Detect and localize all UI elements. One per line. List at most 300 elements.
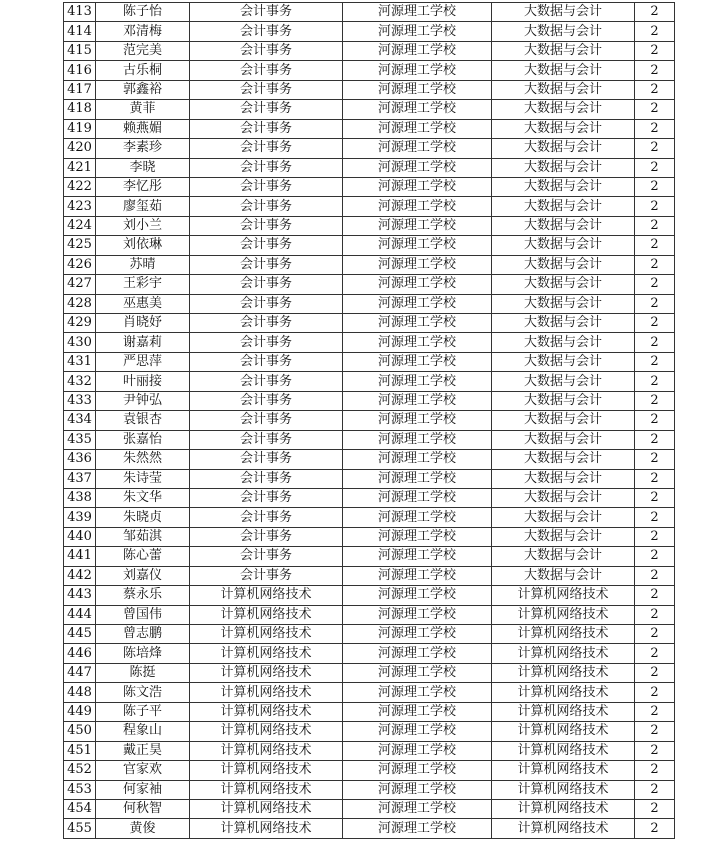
table-row — [64, 761, 675, 780]
count-cell: 2 — [635, 255, 675, 274]
program-cell: 大数据与会计 — [492, 119, 635, 138]
major-cell: 会计事务 — [190, 41, 343, 60]
row-number-cell: 454 — [64, 799, 96, 818]
table-row — [64, 663, 675, 682]
program-cell: 计算机网络技术 — [492, 586, 635, 605]
school-cell: 河源理工学校 — [343, 683, 492, 702]
student-name-cell: 朱文华 — [96, 488, 190, 507]
row-number-cell: 444 — [64, 605, 96, 624]
table-row — [64, 119, 675, 138]
program-cell: 大数据与会计 — [492, 80, 635, 99]
program-cell: 计算机网络技术 — [492, 702, 635, 721]
row-number-cell: 448 — [64, 683, 96, 702]
row-number-cell: 420 — [64, 139, 96, 158]
count-cell: 2 — [635, 41, 675, 60]
school-cell: 河源理工学校 — [343, 527, 492, 546]
program-cell: 大数据与会计 — [492, 275, 635, 294]
program-cell: 大数据与会计 — [492, 197, 635, 216]
school-cell: 河源理工学校 — [343, 255, 492, 274]
program-cell: 计算机网络技术 — [492, 799, 635, 818]
student-name-cell: 李忆彤 — [96, 177, 190, 196]
school-cell: 河源理工学校 — [343, 177, 492, 196]
program-cell: 计算机网络技术 — [492, 741, 635, 760]
count-cell: 2 — [635, 372, 675, 391]
table-row — [64, 314, 675, 333]
major-cell: 会计事务 — [190, 236, 343, 255]
row-number-cell: 443 — [64, 586, 96, 605]
count-cell: 2 — [635, 3, 675, 22]
count-cell: 2 — [635, 683, 675, 702]
count-cell: 2 — [635, 702, 675, 721]
row-number-cell: 428 — [64, 294, 96, 313]
table-row — [64, 80, 675, 99]
row-number-cell: 421 — [64, 158, 96, 177]
student-name-cell: 黄菲 — [96, 100, 190, 119]
program-cell: 大数据与会计 — [492, 469, 635, 488]
table-row — [64, 547, 675, 566]
table-row — [64, 236, 675, 255]
program-cell: 大数据与会计 — [492, 488, 635, 507]
count-cell: 2 — [635, 119, 675, 138]
row-number-cell: 435 — [64, 430, 96, 449]
school-cell: 河源理工学校 — [343, 761, 492, 780]
student-name-cell: 程象山 — [96, 722, 190, 741]
table-row — [64, 294, 675, 313]
program-cell: 计算机网络技术 — [492, 683, 635, 702]
major-cell: 计算机网络技术 — [190, 605, 343, 624]
school-cell: 河源理工学校 — [343, 702, 492, 721]
row-number-cell: 423 — [64, 197, 96, 216]
row-number-cell: 433 — [64, 391, 96, 410]
row-number-cell: 434 — [64, 411, 96, 430]
school-cell: 河源理工学校 — [343, 430, 492, 449]
student-name-cell: 何家袖 — [96, 780, 190, 799]
count-cell: 2 — [635, 799, 675, 818]
table-row — [64, 702, 675, 721]
table-row — [64, 819, 675, 838]
count-cell: 2 — [635, 80, 675, 99]
table-row — [64, 683, 675, 702]
student-name-cell: 尹钟弘 — [96, 391, 190, 410]
school-cell: 河源理工学校 — [343, 236, 492, 255]
row-number-cell: 413 — [64, 3, 96, 22]
table-row — [64, 741, 675, 760]
student-name-cell: 邓清梅 — [96, 22, 190, 41]
row-number-cell: 414 — [64, 22, 96, 41]
program-cell: 大数据与会计 — [492, 177, 635, 196]
school-cell: 河源理工学校 — [343, 605, 492, 624]
program-cell: 大数据与会计 — [492, 430, 635, 449]
major-cell: 计算机网络技术 — [190, 761, 343, 780]
major-cell: 计算机网络技术 — [190, 663, 343, 682]
student-name-cell: 廖玺茹 — [96, 197, 190, 216]
school-cell: 河源理工学校 — [343, 741, 492, 760]
school-cell: 河源理工学校 — [343, 372, 492, 391]
program-cell: 计算机网络技术 — [492, 625, 635, 644]
student-name-cell: 古乐桐 — [96, 61, 190, 80]
table-row — [64, 566, 675, 585]
school-cell: 河源理工学校 — [343, 488, 492, 507]
table-row — [64, 430, 675, 449]
student-name-cell: 陈子平 — [96, 702, 190, 721]
row-number-cell: 425 — [64, 236, 96, 255]
school-cell: 河源理工学校 — [343, 450, 492, 469]
count-cell: 2 — [635, 722, 675, 741]
major-cell: 会计事务 — [190, 158, 343, 177]
major-cell: 计算机网络技术 — [190, 586, 343, 605]
count-cell: 2 — [635, 508, 675, 527]
program-cell: 大数据与会计 — [492, 3, 635, 22]
row-number-cell: 429 — [64, 314, 96, 333]
row-number-cell: 449 — [64, 702, 96, 721]
school-cell: 河源理工学校 — [343, 625, 492, 644]
major-cell: 会计事务 — [190, 547, 343, 566]
major-cell: 计算机网络技术 — [190, 722, 343, 741]
school-cell: 河源理工学校 — [343, 352, 492, 371]
count-cell: 2 — [635, 547, 675, 566]
row-number-cell: 432 — [64, 372, 96, 391]
student-name-cell: 袁银杏 — [96, 411, 190, 430]
row-number-cell: 422 — [64, 177, 96, 196]
count-cell: 2 — [635, 22, 675, 41]
row-number-cell: 424 — [64, 216, 96, 235]
count-cell: 2 — [635, 780, 675, 799]
table-row — [64, 333, 675, 352]
row-number-cell: 445 — [64, 625, 96, 644]
student-name-cell: 黄俊 — [96, 819, 190, 838]
school-cell: 河源理工学校 — [343, 275, 492, 294]
program-cell: 大数据与会计 — [492, 352, 635, 371]
school-cell: 河源理工学校 — [343, 314, 492, 333]
student-name-cell: 刘小兰 — [96, 216, 190, 235]
count-cell: 2 — [635, 411, 675, 430]
table-row — [64, 605, 675, 624]
school-cell: 河源理工学校 — [343, 158, 492, 177]
program-cell: 计算机网络技术 — [492, 663, 635, 682]
student-name-cell: 官家欢 — [96, 761, 190, 780]
major-cell: 会计事务 — [190, 294, 343, 313]
school-cell: 河源理工学校 — [343, 197, 492, 216]
table-row — [64, 139, 675, 158]
school-cell: 河源理工学校 — [343, 139, 492, 158]
program-cell: 大数据与会计 — [492, 158, 635, 177]
row-number-cell: 430 — [64, 333, 96, 352]
major-cell: 会计事务 — [190, 80, 343, 99]
table-row — [64, 255, 675, 274]
count-cell: 2 — [635, 469, 675, 488]
major-cell: 会计事务 — [190, 566, 343, 585]
table-row — [64, 41, 675, 60]
major-cell: 计算机网络技术 — [190, 702, 343, 721]
student-name-cell: 刘依琳 — [96, 236, 190, 255]
major-cell: 计算机网络技术 — [190, 683, 343, 702]
school-cell: 河源理工学校 — [343, 411, 492, 430]
table-row — [64, 216, 675, 235]
row-number-cell: 417 — [64, 80, 96, 99]
row-number-cell: 441 — [64, 547, 96, 566]
major-cell: 会计事务 — [190, 119, 343, 138]
table-row — [64, 644, 675, 663]
count-cell: 2 — [635, 586, 675, 605]
student-name-cell: 蔡永乐 — [96, 586, 190, 605]
row-number-cell: 446 — [64, 644, 96, 663]
table-row — [64, 22, 675, 41]
table-row — [64, 508, 675, 527]
count-cell: 2 — [635, 430, 675, 449]
major-cell: 会计事务 — [190, 527, 343, 546]
row-number-cell: 451 — [64, 741, 96, 760]
row-number-cell: 440 — [64, 527, 96, 546]
student-name-cell: 陈培烽 — [96, 644, 190, 663]
school-cell: 河源理工学校 — [343, 780, 492, 799]
major-cell: 会计事务 — [190, 275, 343, 294]
major-cell: 会计事务 — [190, 197, 343, 216]
count-cell: 2 — [635, 61, 675, 80]
program-cell: 大数据与会计 — [492, 333, 635, 352]
table-row — [64, 391, 675, 410]
table-row — [64, 411, 675, 430]
count-cell: 2 — [635, 644, 675, 663]
major-cell: 会计事务 — [190, 177, 343, 196]
program-cell: 大数据与会计 — [492, 314, 635, 333]
major-cell: 会计事务 — [190, 469, 343, 488]
count-cell: 2 — [635, 236, 675, 255]
count-cell: 2 — [635, 352, 675, 371]
school-cell: 河源理工学校 — [343, 508, 492, 527]
count-cell: 2 — [635, 158, 675, 177]
table-row — [64, 372, 675, 391]
school-cell: 河源理工学校 — [343, 3, 492, 22]
table-row — [64, 197, 675, 216]
row-number-cell: 447 — [64, 663, 96, 682]
program-cell: 大数据与会计 — [492, 236, 635, 255]
school-cell: 河源理工学校 — [343, 294, 492, 313]
table-row — [64, 527, 675, 546]
table-row — [64, 177, 675, 196]
school-cell: 河源理工学校 — [343, 80, 492, 99]
school-cell: 河源理工学校 — [343, 41, 492, 60]
table-row — [64, 61, 675, 80]
program-cell: 大数据与会计 — [492, 372, 635, 391]
student-name-cell: 戴正昊 — [96, 741, 190, 760]
program-cell: 大数据与会计 — [492, 508, 635, 527]
program-cell: 大数据与会计 — [492, 41, 635, 60]
school-cell: 河源理工学校 — [343, 799, 492, 818]
count-cell: 2 — [635, 819, 675, 838]
count-cell: 2 — [635, 527, 675, 546]
count-cell: 2 — [635, 663, 675, 682]
student-name-cell: 范完美 — [96, 41, 190, 60]
program-cell: 大数据与会计 — [492, 139, 635, 158]
major-cell: 会计事务 — [190, 352, 343, 371]
program-cell: 大数据与会计 — [492, 100, 635, 119]
major-cell: 计算机网络技术 — [190, 741, 343, 760]
major-cell: 会计事务 — [190, 411, 343, 430]
student-name-cell: 朱诗莹 — [96, 469, 190, 488]
program-cell: 计算机网络技术 — [492, 819, 635, 838]
student-name-cell: 曾志鹏 — [96, 625, 190, 644]
major-cell: 会计事务 — [190, 391, 343, 410]
student-name-cell: 陈心蕾 — [96, 547, 190, 566]
program-cell: 计算机网络技术 — [492, 761, 635, 780]
major-cell: 会计事务 — [190, 314, 343, 333]
program-cell: 大数据与会计 — [492, 450, 635, 469]
student-name-cell: 陈子怡 — [96, 3, 190, 22]
school-cell: 河源理工学校 — [343, 566, 492, 585]
count-cell: 2 — [635, 314, 675, 333]
school-cell: 河源理工学校 — [343, 333, 492, 352]
student-name-cell: 张嘉怡 — [96, 430, 190, 449]
major-cell: 会计事务 — [190, 488, 343, 507]
student-name-cell: 谢嘉莉 — [96, 333, 190, 352]
school-cell: 河源理工学校 — [343, 22, 492, 41]
program-cell: 大数据与会计 — [492, 527, 635, 546]
student-name-cell: 李晓 — [96, 158, 190, 177]
table-row — [64, 722, 675, 741]
table-row — [64, 275, 675, 294]
school-cell: 河源理工学校 — [343, 61, 492, 80]
student-name-cell: 郭鑫裕 — [96, 80, 190, 99]
major-cell: 会计事务 — [190, 61, 343, 80]
row-number-cell: 415 — [64, 41, 96, 60]
student-name-cell: 苏晴 — [96, 255, 190, 274]
student-name-cell: 赖燕媚 — [96, 119, 190, 138]
school-cell: 河源理工学校 — [343, 722, 492, 741]
student-name-cell: 叶丽接 — [96, 372, 190, 391]
count-cell: 2 — [635, 100, 675, 119]
row-number-cell: 437 — [64, 469, 96, 488]
table-row — [64, 469, 675, 488]
program-cell: 大数据与会计 — [492, 411, 635, 430]
count-cell: 2 — [635, 450, 675, 469]
count-cell: 2 — [635, 391, 675, 410]
count-cell: 2 — [635, 488, 675, 507]
table-row — [64, 586, 675, 605]
row-number-cell: 436 — [64, 450, 96, 469]
student-name-cell: 邹茹淇 — [96, 527, 190, 546]
major-cell: 会计事务 — [190, 22, 343, 41]
major-cell: 会计事务 — [190, 508, 343, 527]
program-cell: 大数据与会计 — [492, 22, 635, 41]
row-number-cell: 416 — [64, 61, 96, 80]
table-row — [64, 158, 675, 177]
row-number-cell: 427 — [64, 275, 96, 294]
row-number-cell: 453 — [64, 780, 96, 799]
row-number-cell: 450 — [64, 722, 96, 741]
row-number-cell: 426 — [64, 255, 96, 274]
school-cell: 河源理工学校 — [343, 216, 492, 235]
major-cell: 计算机网络技术 — [190, 819, 343, 838]
student-name-cell: 曾国伟 — [96, 605, 190, 624]
count-cell: 2 — [635, 605, 675, 624]
row-number-cell: 438 — [64, 488, 96, 507]
row-number-cell: 442 — [64, 566, 96, 585]
program-cell: 大数据与会计 — [492, 255, 635, 274]
student-list-table — [63, 2, 675, 839]
row-number-cell: 455 — [64, 819, 96, 838]
table-row — [64, 450, 675, 469]
program-cell: 计算机网络技术 — [492, 722, 635, 741]
program-cell: 大数据与会计 — [492, 216, 635, 235]
school-cell: 河源理工学校 — [343, 469, 492, 488]
school-cell: 河源理工学校 — [343, 100, 492, 119]
table-row — [64, 488, 675, 507]
school-cell: 河源理工学校 — [343, 391, 492, 410]
program-cell: 大数据与会计 — [492, 566, 635, 585]
program-cell: 计算机网络技术 — [492, 605, 635, 624]
count-cell: 2 — [635, 625, 675, 644]
student-name-cell: 王彩宇 — [96, 275, 190, 294]
table-row — [64, 3, 675, 22]
major-cell: 会计事务 — [190, 450, 343, 469]
count-cell: 2 — [635, 294, 675, 313]
major-cell: 会计事务 — [190, 3, 343, 22]
row-number-cell: 431 — [64, 352, 96, 371]
student-name-cell: 何秋智 — [96, 799, 190, 818]
school-cell: 河源理工学校 — [343, 586, 492, 605]
student-name-cell: 肖晓妤 — [96, 314, 190, 333]
school-cell: 河源理工学校 — [343, 547, 492, 566]
student-name-cell: 陈挺 — [96, 663, 190, 682]
table-row — [64, 625, 675, 644]
count-cell: 2 — [635, 761, 675, 780]
count-cell: 2 — [635, 139, 675, 158]
major-cell: 计算机网络技术 — [190, 780, 343, 799]
student-name-cell: 严思萍 — [96, 352, 190, 371]
school-cell: 河源理工学校 — [343, 644, 492, 663]
table-body — [64, 3, 675, 839]
table-row — [64, 799, 675, 818]
count-cell: 2 — [635, 566, 675, 585]
count-cell: 2 — [635, 741, 675, 760]
major-cell: 会计事务 — [190, 255, 343, 274]
major-cell: 会计事务 — [190, 216, 343, 235]
school-cell: 河源理工学校 — [343, 119, 492, 138]
school-cell: 河源理工学校 — [343, 663, 492, 682]
program-cell: 计算机网络技术 — [492, 644, 635, 663]
major-cell: 计算机网络技术 — [190, 799, 343, 818]
program-cell: 大数据与会计 — [492, 391, 635, 410]
major-cell: 会计事务 — [190, 333, 343, 352]
table-row — [64, 100, 675, 119]
student-name-cell: 李素珍 — [96, 139, 190, 158]
student-name-cell: 陈文浩 — [96, 683, 190, 702]
count-cell: 2 — [635, 275, 675, 294]
program-cell: 大数据与会计 — [492, 547, 635, 566]
table-row — [64, 780, 675, 799]
row-number-cell: 452 — [64, 761, 96, 780]
school-cell: 河源理工学校 — [343, 819, 492, 838]
count-cell: 2 — [635, 216, 675, 235]
major-cell: 会计事务 — [190, 430, 343, 449]
major-cell: 计算机网络技术 — [190, 625, 343, 644]
count-cell: 2 — [635, 333, 675, 352]
major-cell: 会计事务 — [190, 372, 343, 391]
student-name-cell: 朱晓贞 — [96, 508, 190, 527]
row-number-cell: 439 — [64, 508, 96, 527]
student-name-cell: 巫惠美 — [96, 294, 190, 313]
student-name-cell: 刘嘉仪 — [96, 566, 190, 585]
program-cell: 计算机网络技术 — [492, 780, 635, 799]
table-row — [64, 352, 675, 371]
program-cell: 大数据与会计 — [492, 294, 635, 313]
program-cell: 大数据与会计 — [492, 61, 635, 80]
major-cell: 计算机网络技术 — [190, 644, 343, 663]
count-cell: 2 — [635, 177, 675, 196]
student-name-cell: 朱然然 — [96, 450, 190, 469]
row-number-cell: 418 — [64, 100, 96, 119]
row-number-cell: 419 — [64, 119, 96, 138]
